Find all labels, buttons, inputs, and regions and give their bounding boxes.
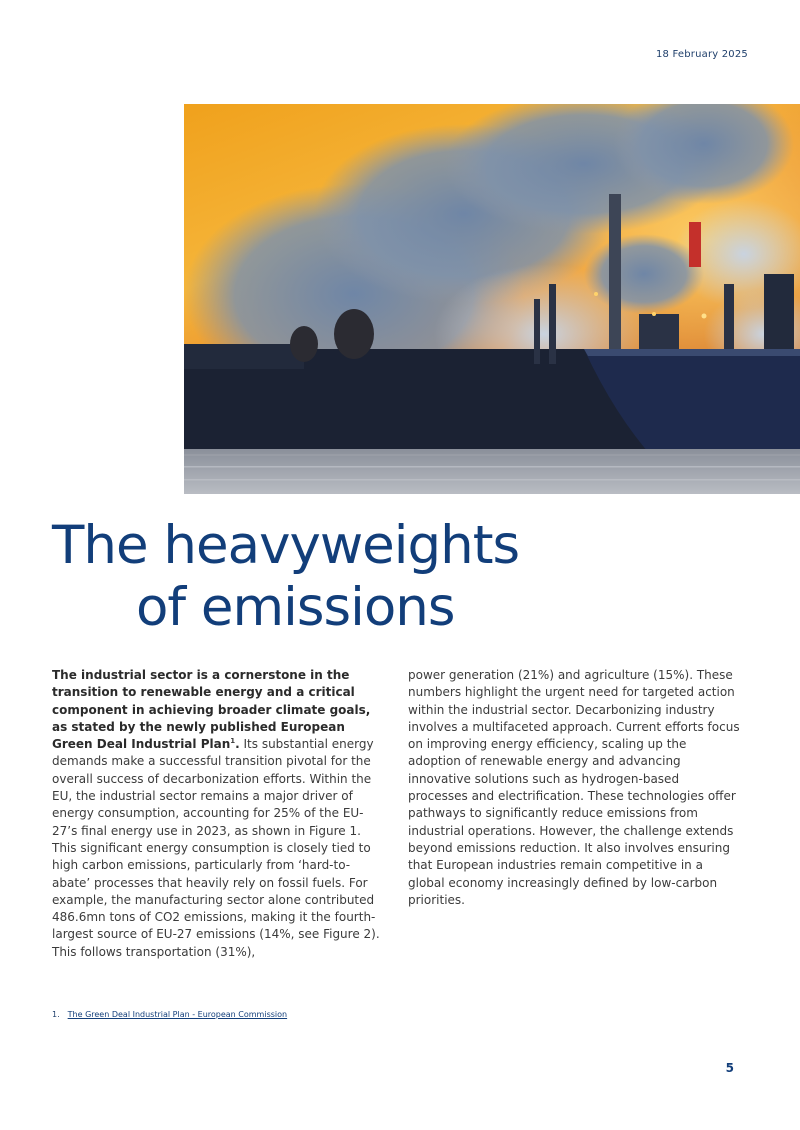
body-text-left: Its substantial energy demands make a successful transition pivotal for the overall success of decarbonization efforts. Within the EU, the industrial sector remains a major driver of energy consumption, accounting for 25% of the EU-27’s final energy use in 2023, as shown in Figure 1. This significant energy consumption is closely tied to high carbon emissions, particularly from ‘hard-to-abate’ processes that heavily rely on fossil fuels. For example, the manufacturing sector alone contributed 486.6mn tons of CO2 emissions, making it the fourth-largest source of EU-27 emissions (14%, see Figure 2). This follows transportation (31%), (52, 737, 380, 959)
report-date: 18 February 2025 (655, 49, 748, 60)
page-number: 5 (725, 1061, 734, 1075)
footnote-number: 1. (52, 1010, 60, 1019)
industrial-emissions-photo (184, 104, 800, 494)
title-line-1: The heavyweights (52, 515, 520, 576)
lead-end: . (235, 737, 240, 752)
body-column-right (408, 667, 740, 909)
page-title (52, 515, 612, 639)
title-line-2: of emissions (136, 577, 455, 638)
footnote-ref[interactable]: 1 (230, 737, 236, 746)
body-text-right: power generation (21%) and agriculture (15%). These numbers highlight the urgent need for targeted action within the industrial sector. Decarbonizing industry involves a multifaceted approach. Current efforts focus on improving energy efficiency, scaling up the adoption of renewable energy and advancing innovative solutions such as hydrogen-based processes and electrification. These technologies offer pathways to significantly reduce emissions from industrial operations. However, the challenge extends beyond emissions reduction. It also involves ensuring that European industries remain competitive in a global economy increasingly defined by low-carbon priorities. (408, 668, 740, 907)
hero-image (184, 104, 800, 494)
footnote-link[interactable]: The Green Deal Industrial Plan - European Commission (67, 1010, 288, 1019)
body-column-left (52, 667, 382, 961)
lead-text: The industrial sector is a cornerstone in the transition to renewable energy and a critical component in achieving broader climate goals, as stated by the newly published European Green Deal Industrial Plan (52, 668, 371, 752)
footnote (52, 1010, 287, 1019)
intro-paragraph (52, 667, 382, 961)
